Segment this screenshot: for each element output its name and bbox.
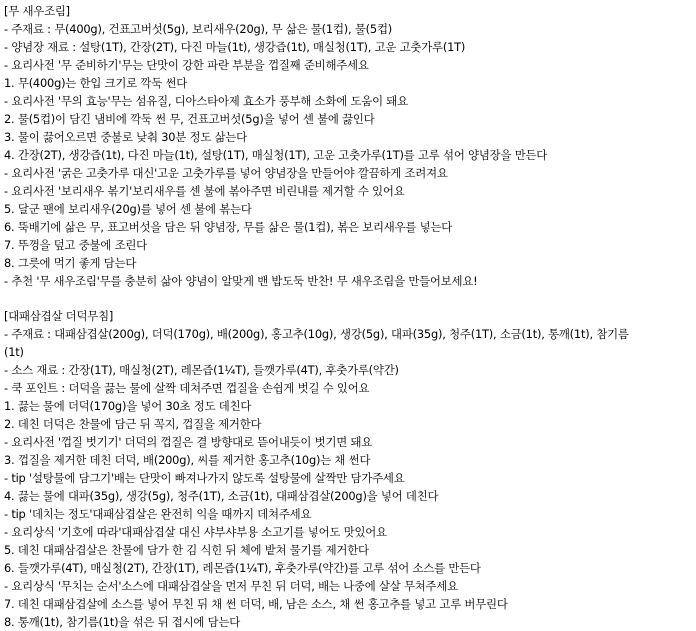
recipe-line: 7. 데친 대패삼겹살에 소스를 넣어 무친 뒤 채 썬 더덕, 배, 남은 소스, 채 썬 홍고추를 넣고 고루 버무린다 [4,597,508,611]
recipe-line: 4. 간장(2T), 생강즙(1t), 다진 마늘(1t), 설탕(1T), 매실청(1T), 고운 고춧가루(1T)를 고루 섞어 양념장을 만든다 [4,148,548,162]
recipe-line: 1. 무(400g)는 한입 크기로 깍둑 썬다 [4,76,188,90]
recipe-line: - 쿡 포인트 : 더덕을 끓는 물에 살짝 데쳐주면 껍질을 손쉽게 벗길 수 있어요 [4,381,370,395]
recipe-line: - 요리사전 '무 준비하기'무는 단맛이 강한 파란 부분을 껍질째 준비해주세요 [4,58,369,72]
recipe-line: - 추천 '무 새우조림'무를 충분히 삶아 양념이 알맞게 밴 밥도둑 반찬! 무 새우조림을 만들어보세요! [4,274,478,288]
section-title: [대패삼겹살 더덕무침] [4,309,114,323]
recipe-line: 2. 데친 더덕은 찬물에 담근 뒤 꼭지, 껍질을 제거한다 [4,417,262,431]
recipe-line: - 요리상식 '무치는 순서'소스에 대패삼겹살을 먼저 무친 뒤 더덕, 배는 나중에 살살 무쳐주세요 [4,579,458,593]
recipe-line: - 양념장 재료 : 설탕(1T), 간장(2T), 다진 마늘(1t), 생강즙(1t), 매실청(1T), 고운 고춧가루(1T) [4,40,466,54]
recipe-line: 5. 데친 대패삼겹살은 찬물에 담가 한 김 식힌 뒤 체에 밭쳐 물기를 제거한다 [4,543,369,557]
recipe-line: - 주재료 : 대패삼겹살(200g), 더덕(170g), 배(200g), 홍고추(10g), 생강(5g), 대파(35g), 청주(1T), 소금(1t), 통깨(1t), 참기름 [4,327,629,341]
recipe-line: - 요리상식 '기호에 따라'대패삼겹살 대신 샤부샤부용 소고기를 넣어도 맛있어요 [4,525,387,539]
recipe-line: 8. 그릇에 먹기 좋게 담는다 [4,256,137,270]
recipe-line: 5. 달군 팬에 보리새우(20g)를 넣어 센 불에 볶는다 [4,202,252,216]
recipe-line: 3. 껍질을 제거한 데친 더덕, 배(200g), 씨를 제거한 홍고추(10g)는 채 썬다 [4,453,371,467]
recipe-line: (1t) [4,345,24,359]
recipe-line: 6. 뚝배기에 삶은 무, 표고버섯을 담은 뒤 양념장, 무를 삶은 물(1컵), 볶은 보리새우를 넣는다 [4,220,453,234]
recipe-line: - tip '설탕물에 담그기'배는 단맛이 빠져나가지 않도록 설탕물에 살짝만 담가주세요 [4,471,405,485]
recipe-section-radish-shrimp [0,0,696,290]
recipe-line: 3. 물이 끓어오르면 중불로 낮춰 30분 정도 삶는다 [4,130,247,144]
recipe-line: - 소스 재료 : 간장(1T), 매실청(2T), 레몬즙(1¼T), 들깻가루(4T), 후춧가루(약간) [4,363,399,377]
recipe-line: 2. 물(5컵)이 담긴 냄비에 깍둑 썬 무, 건표고버섯(5g)을 넣어 센 불에 끓인다 [4,112,375,126]
recipe-line: - 요리사전 '무의 효능'무는 섬유질, 디아스타아제 효소가 풍부해 소화에 도움이 돼요 [4,94,408,108]
recipe-line: - 주재료 : 무(400g), 건표고버섯(5g), 보리새우(20g), 무 삶은 물(1컵), 물(5컵) [4,22,392,36]
recipe-line: 7. 뚜껑을 덮고 중불에 조린다 [4,238,147,252]
section-title: [무 새우조림] [4,4,70,18]
recipe-line: - tip '데치는 정도'대패삼겹살은 완전히 익을 때까지 데쳐주세요 [4,507,312,521]
recipe-line: - 요리사전 '보리새우 볶기'보리새우를 센 불에 볶아주면 비린내를 제거할 수 있어요 [4,184,405,198]
recipe-line: - 요리사전 '껍질 벗기기' 더덕의 껍질은 결 방향대로 뜯어내듯이 벗기면 돼요 [4,435,373,449]
recipe-line: 4. 끓는 물에 대파(35g), 생강(5g), 청주(1T), 소금(1t), 대패삼겹살(200g)을 넣어 데친다 [4,489,439,503]
recipe-line: 1. 끓는 물에 더덕(170g)을 넣어 30초 정도 데친다 [4,399,252,413]
recipe-line: - 요리사전 '굵은 고춧가루 대신'고운 고춧가루를 넣어 양념장을 만들어야 깔끔하게 조려져요 [4,166,448,180]
recipe-section-pork-deodeok [0,290,696,631]
recipe-line: 6. 들깻가루(4T), 매실청(2T), 간장(1T), 레몬즙(1¼T), 후춧가루(약간)를 고루 섞어 소스를 만든다 [4,561,481,575]
recipe-line: 8. 통깨(1t), 참기름(1t)을 섞은 뒤 접시에 담는다 [4,615,241,629]
